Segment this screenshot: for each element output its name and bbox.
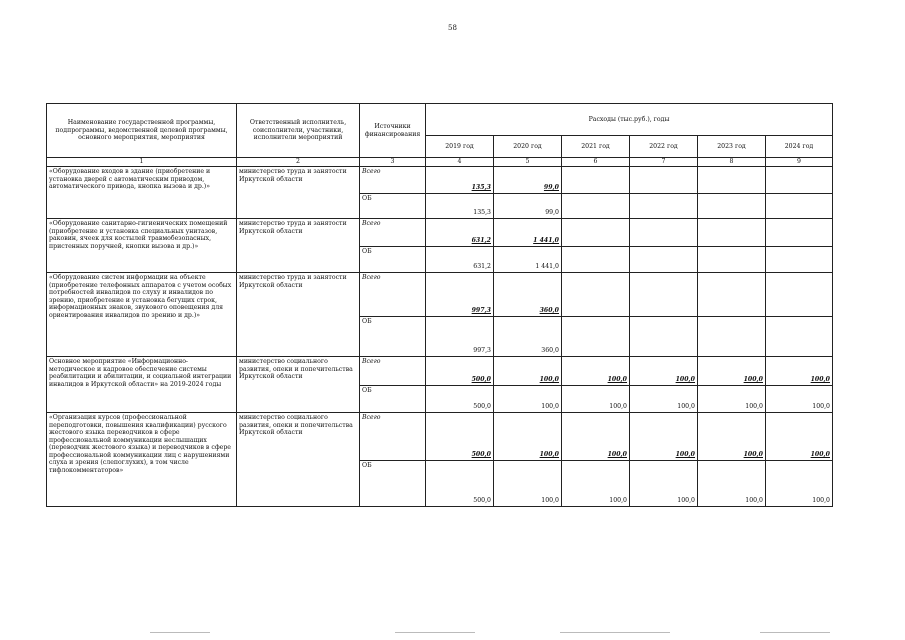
- responsible-executor: министерство социального развития, опеки и попечительства Иркутской области: [237, 413, 360, 507]
- value-total-2022: [630, 273, 698, 317]
- table-row: [47, 413, 833, 461]
- value-total-2022: [630, 219, 698, 247]
- value-total-2020: 1 441,0: [494, 219, 562, 247]
- value-ob-2020: 100,0: [494, 461, 562, 507]
- value-ob-2020: 100,0: [494, 386, 562, 413]
- value-ob-2021: 100,0: [562, 461, 630, 507]
- value-ob-2020: 99,0: [494, 194, 562, 219]
- header-expenses: Расходы (тыс.руб.), годы: [426, 104, 833, 136]
- value-ob-2024: [766, 317, 833, 357]
- source-ob-label: ОБ: [360, 317, 426, 357]
- header-year: 2022 год: [630, 136, 698, 158]
- value-total-2021: [562, 167, 630, 194]
- value-ob-2023: [698, 317, 766, 357]
- header-year: 2024 год: [766, 136, 833, 158]
- responsible-executor: министерство труда и занятости Иркутской области: [237, 219, 360, 273]
- column-number: 6: [562, 158, 630, 167]
- value-total-2019: 997,3: [426, 273, 494, 317]
- value-ob-2023: 100,0: [698, 461, 766, 507]
- value-total-2021: 100,0: [562, 413, 630, 461]
- measure-name: «Оборудование входов в здание (приобретение и установка дверей с автоматическим приводом, автоматического привода, кнопка вызова и др.)»: [47, 167, 237, 219]
- table-row: [47, 219, 833, 247]
- value-ob-2019: 500,0: [426, 461, 494, 507]
- column-number: 4: [426, 158, 494, 167]
- value-ob-2024: [766, 194, 833, 219]
- value-total-2022: 100,0: [630, 357, 698, 386]
- column-number: 1: [47, 158, 237, 167]
- value-total-2019: 135,3: [426, 167, 494, 194]
- measure-name: «Оборудование систем информации на объекте (приобретение телефонных аппаратов с учетом особых потребностей инвалидов по слуху и инвалидов по зрению, приобретение и установка бегущих строк, информационных знаков, звукового оповещения для ориентирования инвалидов по зрению и др.)»: [47, 273, 237, 357]
- value-total-2019: 500,0: [426, 357, 494, 386]
- value-total-2020: 100,0: [494, 413, 562, 461]
- header-year: 2020 год: [494, 136, 562, 158]
- numbering-row: [47, 158, 833, 167]
- table-row: [47, 167, 833, 194]
- value-ob-2019: 631,2: [426, 247, 494, 273]
- value-ob-2021: [562, 247, 630, 273]
- value-total-2022: [630, 167, 698, 194]
- value-total-2021: [562, 219, 630, 247]
- source-total-label: Всего: [360, 219, 426, 247]
- value-ob-2023: [698, 194, 766, 219]
- source-total-label: Всего: [360, 413, 426, 461]
- value-ob-2021: [562, 194, 630, 219]
- value-ob-2019: 135,3: [426, 194, 494, 219]
- table-row: [47, 357, 833, 386]
- scan-artifact: [395, 632, 475, 633]
- header-year: 2019 год: [426, 136, 494, 158]
- value-ob-2022: 100,0: [630, 386, 698, 413]
- header-responsible: Ответственный исполнитель, соисполнители, участники, исполнители мероприятий: [237, 104, 360, 158]
- value-total-2023: [698, 167, 766, 194]
- value-total-2020: 99,0: [494, 167, 562, 194]
- responsible-executor: министерство социального развития, опеки и попечительства Иркутской области: [237, 357, 360, 413]
- value-ob-2024: 100,0: [766, 461, 833, 507]
- responsible-executor: министерство труда и занятости Иркутской области: [237, 273, 360, 357]
- column-number: 8: [698, 158, 766, 167]
- measure-name: «Оборудование санитарно-гигиенических помещений (приобретение и установка специальных унитазов, раковин, ячеек для костылей травмобезопасных, пристенных поручней, кнопки вызова и др.)»: [47, 219, 237, 273]
- value-total-2021: 100,0: [562, 357, 630, 386]
- column-number: 7: [630, 158, 698, 167]
- column-number: 2: [237, 158, 360, 167]
- measure-name: Основное мероприятие «Информационно-методическое и кадровое обеспечение системы реабилитации и абилитации, и социальной интеграции инвалидов в Иркутской области» на 2019-2024 годы: [47, 357, 237, 413]
- column-number: 5: [494, 158, 562, 167]
- value-ob-2020: 360,0: [494, 317, 562, 357]
- value-ob-2022: [630, 317, 698, 357]
- value-ob-2019: 500,0: [426, 386, 494, 413]
- value-total-2023: 100,0: [698, 413, 766, 461]
- column-number: 3: [360, 158, 426, 167]
- source-total-label: Всего: [360, 167, 426, 194]
- value-ob-2023: 100,0: [698, 386, 766, 413]
- value-total-2024: [766, 273, 833, 317]
- source-ob-label: ОБ: [360, 386, 426, 413]
- source-total-label: Всего: [360, 357, 426, 386]
- responsible-executor: министерство труда и занятости Иркутской области: [237, 167, 360, 219]
- scan-artifact: [760, 632, 830, 633]
- header-name: Наименование государственной программы, подпрограммы, ведомственной целевой программы, основного мероприятия, мероприятия: [47, 104, 237, 158]
- value-total-2023: [698, 219, 766, 247]
- value-total-2024: [766, 219, 833, 247]
- source-ob-label: ОБ: [360, 194, 426, 219]
- source-total-label: Всего: [360, 273, 426, 317]
- value-ob-2022: [630, 247, 698, 273]
- measure-name: «Организация курсов (профессиональной переподготовки, повышения квалификации) русского жестового языка переводчиков в сфере профессиональной коммуникации неслышащих (переводчик жестового языка) и переводчиков в сфере профессиональной коммуникации лиц с нарушениями слуха и зрения (слепоглухих), в том числе тифлокомментаторов»: [47, 413, 237, 507]
- value-ob-2021: [562, 317, 630, 357]
- value-total-2021: [562, 273, 630, 317]
- value-ob-2020: 1 441,0: [494, 247, 562, 273]
- value-total-2024: 100,0: [766, 413, 833, 461]
- value-total-2023: [698, 273, 766, 317]
- table-row: [47, 273, 833, 317]
- page-number: 58: [448, 24, 457, 32]
- value-ob-2019: 997,3: [426, 317, 494, 357]
- header-sources: Источники финансирования: [360, 104, 426, 158]
- header-year: 2023 год: [698, 136, 766, 158]
- value-total-2020: 360,0: [494, 273, 562, 317]
- value-total-2020: 100,0: [494, 357, 562, 386]
- scan-artifact: [560, 632, 670, 633]
- value-ob-2022: 100,0: [630, 461, 698, 507]
- value-ob-2021: 100,0: [562, 386, 630, 413]
- value-total-2019: 500,0: [426, 413, 494, 461]
- value-total-2024: 100,0: [766, 357, 833, 386]
- column-number: 9: [766, 158, 833, 167]
- source-ob-label: ОБ: [360, 461, 426, 507]
- value-ob-2023: [698, 247, 766, 273]
- value-total-2022: 100,0: [630, 413, 698, 461]
- value-total-2024: [766, 167, 833, 194]
- scan-artifact: [150, 632, 210, 633]
- source-ob-label: ОБ: [360, 247, 426, 273]
- value-total-2023: 100,0: [698, 357, 766, 386]
- header-year: 2021 год: [562, 136, 630, 158]
- value-ob-2024: [766, 247, 833, 273]
- value-ob-2022: [630, 194, 698, 219]
- budget-table: [46, 103, 833, 507]
- value-ob-2024: 100,0: [766, 386, 833, 413]
- value-total-2019: 631,2: [426, 219, 494, 247]
